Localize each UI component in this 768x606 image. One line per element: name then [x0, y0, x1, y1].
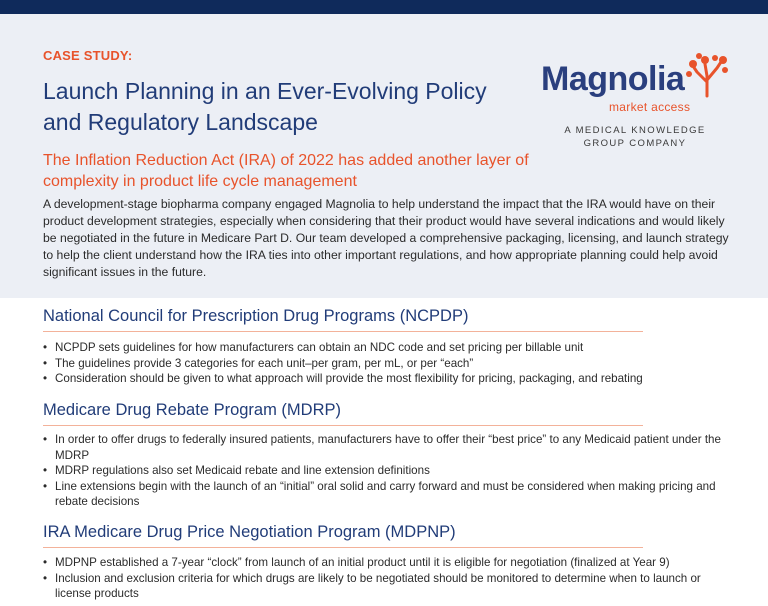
intro-paragraph: A development-stage biopharma company engaged Magnolia to help understand the impact that the IRA would have on their product development strategies, especially when considering that their product would have several indications and would likely be negotiated in the future in Medicare Part D. Our team developed a comprehensive packaging, licensing, and launch strategy to help the client understand how the IRA ties into other important regulations, and how appropriate planning could help avoid significant issues in the future. [43, 197, 729, 279]
top-strip [0, 14, 768, 28]
section-title-ncpdp: National Council for Prescription Drug Programs (NCPDP) [43, 307, 469, 325]
list-item: • The guidelines provide 3 categories for each unit–per gram, per mL, or per “each” [43, 356, 723, 372]
ncpdp-bullet-list [43, 340, 723, 387]
logo-tagline-line2: GROUP COMPANY [583, 138, 687, 149]
section-divider [43, 425, 643, 426]
section-divider [43, 331, 643, 332]
list-item: • MDRP regulations also set Medicaid rebate and line extension definitions [43, 463, 723, 479]
section-title-mdpnp: IRA Medicare Drug Price Negotiation Program (MDPNP) [43, 523, 456, 541]
logo-wordmark: Magnolia [541, 60, 685, 98]
section-divider [43, 547, 643, 548]
list-item: • Line extensions begin with the launch of an “initial” oral solid and carry forward and must be considered when making pricing and rebate decisions [43, 479, 723, 510]
mdpnp-bullet-list [43, 555, 723, 602]
list-item: • Inclusion and exclusion criteria for which drugs are likely to be negotiated should be monitored to determine when to launch or license products [43, 571, 723, 602]
list-item: • In order to offer drugs to federally insured patients, manufacturers have to offer their “best price” to any Medicaid patient under the MDRP [43, 432, 723, 463]
logo-tagline-line1: A MEDICAL KNOWLEDGE [564, 125, 706, 136]
mdrp-bullet-list [43, 432, 723, 510]
page-subtitle: The Inflation Reduction Act (IRA) of 2022 has added another layer of complexity in product life cycle management [43, 152, 529, 190]
list-item: • NCPDP sets guidelines for how manufacturers can obtain an NDC code and set pricing per billable unit [43, 340, 723, 356]
list-item: • MDPNP established a 7-year “clock” from launch of an initial product until it is eligible for negotiation (finalized at Year 9) [43, 555, 723, 571]
page-title: Launch Planning in an Ever-Evolving Policy and Regulatory Landscape [43, 78, 487, 135]
section-title-mdrp: Medicare Drug Rebate Program (MDRP) [43, 401, 342, 419]
list-item: • Consideration should be given to what approach will provide the most flexibility for pricing, packaging, and rebating [43, 371, 723, 387]
top-banner-bar [0, 0, 768, 14]
magnolia-tree-icon [685, 52, 729, 98]
case-study-eyebrow: CASE STUDY: [43, 48, 133, 63]
logo-subtitle: market access [609, 100, 691, 114]
